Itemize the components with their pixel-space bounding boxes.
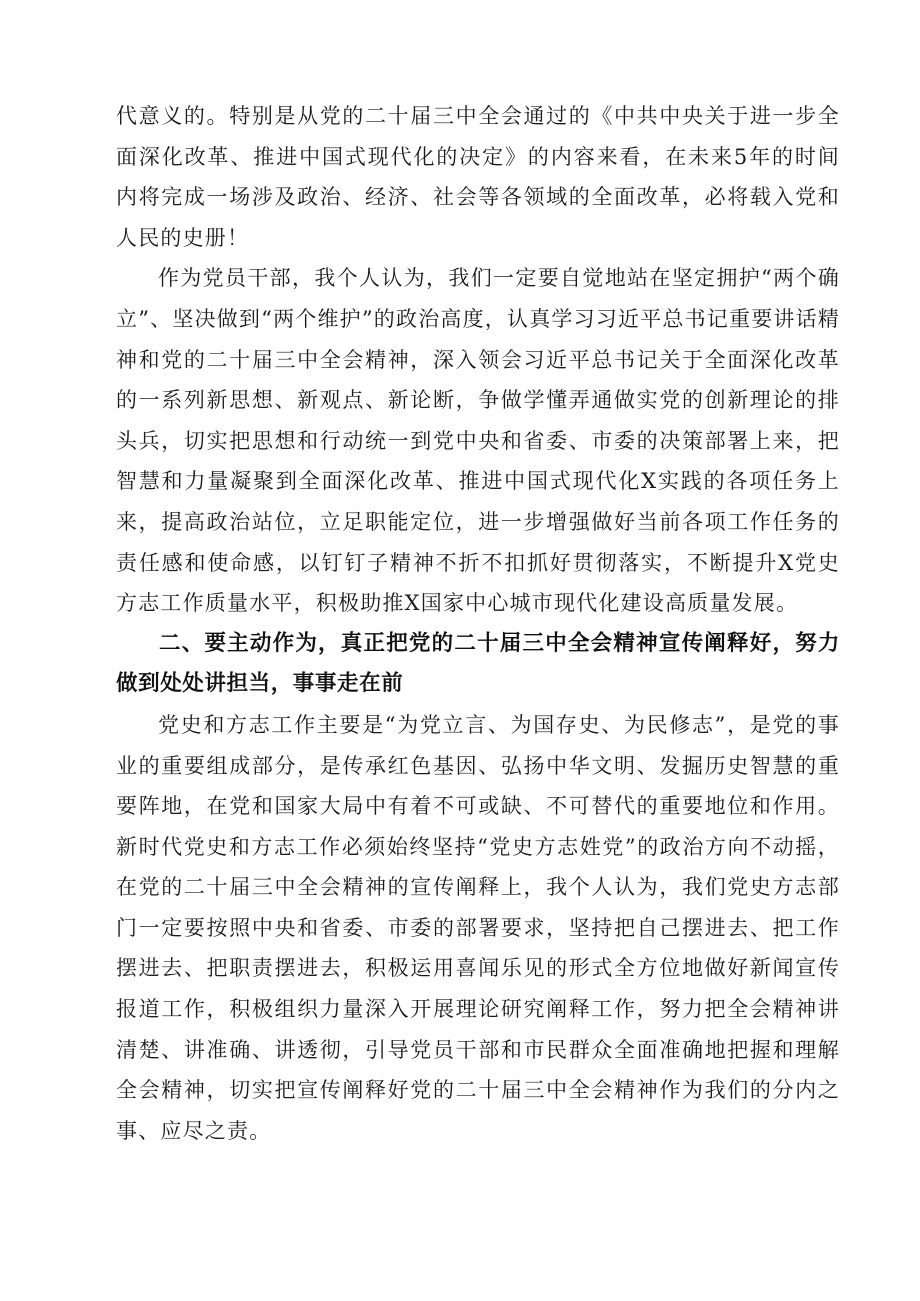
paragraph-party-cadre: 作为党员干部，我个人认为，我们一定要自觉地站在坚定拥护“两个确立”、坚决做到“两个维护”的政治高度，认真学习习近平总书记重要讲话精神和党的二十届三中全会精神，深入领会习近平总书记关于全面深化改革的一系列新思想、新观点、新论断，争做学懂弄通做实党的创新理论的排头兵，切实把思想和行动统一到党中央和省委、市委的决策部署上来，把智慧和力量凝聚到全面深化改革、推进中国式现代化X实践的各项任务上来，提高政治站位，立足职能定位，进一步增强做好当前各项工作任务的责任感和使命感，以钉钉子精神不折不扣抓好贯彻落实，不断提升X党史方志工作质量水平，积极助推X国家中心城市现代化建设高质量发展。 [116, 266, 841, 616]
paragraph-continuation: 代意义的。特别是从党的二十届三中全会通过的《中共中央关于进一步全面深化改革、推进中国式现代化的决定》的内容来看，在未来5年的时间内将完成一场涉及政治、经济、社会等各领域的全面改革，必将载入党和人民的史册！ [116, 104, 840, 250]
paragraph-party-history: 党史和方志工作主要是“为党立言、为国存史、为民修志”，是党的事业的重要组成部分，是传承红色基因、弘扬中华文明、发掘历史智慧的重要阵地，在党和国家大局中有着不可或缺、不可替代的重要地位和作用。新时代党史和方志工作必须始终坚持“党史方志姓党”的政治方向不动摇，在党的二十届三中全会精神的宣传阐释上，我个人认为，我们党史方志部门一定要按照中央和省委、市委的部署要求，坚持把自己摆进去、把工作摆进去、把职责摆进去，积极运用喜闻乐见的形式全方位地做好新闻宣传报道工作，积极组织力量深入开展理论研究阐释工作，努力把全会精神讲清楚、讲准确、讲透彻，引导党员干部和市民群众全面准确地把握和理解全会精神，切实把宣传阐释好党的二十届三中全会精神作为我们的分内之事、应尽之责。 [116, 712, 840, 1143]
document-body [116, 96, 840, 1151]
section-heading: 二、要主动作为，真正把党的二十届三中全会精神宣传阐释好，努力做到处处讲担当，事事走在前 [116, 630, 840, 697]
